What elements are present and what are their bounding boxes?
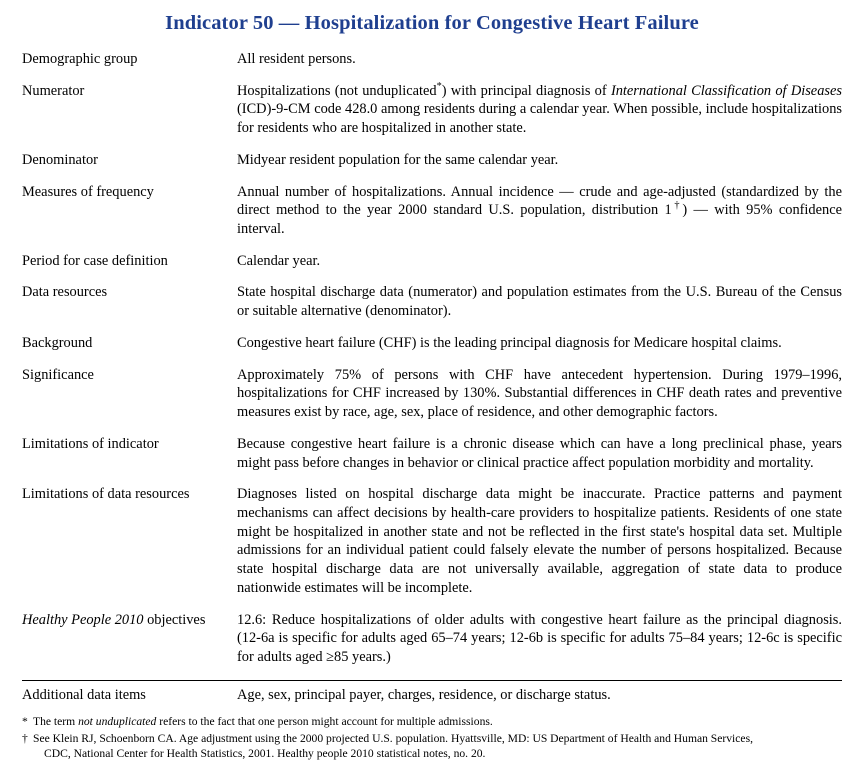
page-title: Indicator 50 — Hospitalization for Congestive Heart Failure [165, 12, 699, 34]
row-label: Data resources [22, 284, 108, 301]
row-value: Congestive heart failure (CHF) is the leading principal diagnosis for Medicare hospital claims. [237, 334, 782, 351]
footnote-marker: * [22, 715, 28, 729]
footnote-text [33, 731, 842, 762]
row-value: 12.6: Reduce hospitalizations of older adults with congestive heart failure as the principal diagnosis. (12-6a is specific for adults aged 65–74 years; 12-6b is specific for adults 75–84 years; 12-6c is specific for adults aged ≥85 years.) [237, 611, 842, 665]
row-label: Limitations of indicator [22, 435, 159, 452]
footnote-text-line1: See Klein RJ, Schoenborn CA. Age adjustment using the 2000 projected U.S. population. Hyattsville, MD: US Department of Health and Human Services, [33, 731, 753, 745]
table-row [22, 435, 842, 485]
footnote-text [33, 714, 842, 729]
table-row [22, 485, 842, 610]
table-row [22, 283, 842, 333]
row-value: Age, sex, principal payer, charges, residence, or discharge status. [237, 680, 842, 707]
table-row [22, 151, 842, 183]
row-value: State hospital discharge data (numerator) and population estimates from the U.S. Bureau of the Census or suitable alternative (denominator). [237, 284, 842, 320]
footnote-text-before: The term [33, 715, 79, 729]
row-value: Annual number of hospitalizations. Annual incidence — crude and age-adjusted (standardized by the direct method to the year 2000 standard U.S. population, distribution 1†) — with 95% confidence interval. [237, 183, 842, 238]
table-row [22, 82, 842, 151]
row-value: Approximately 75% of persons with CHF have antecedent hypertension. During 1979–1996, hospitalizations for CHF increased by 130%. Substantial differences in CHF death rates and preventive measures exist by race, age, sex, place of residence, and other demographic factors. [237, 366, 842, 421]
row-label [22, 611, 237, 681]
footnote-text-italic: not unduplicated [78, 715, 157, 729]
footnote-marker: † [22, 731, 28, 745]
row-label: Period for case definition [22, 252, 168, 269]
table-row [22, 611, 842, 681]
row-label: Significance [22, 366, 94, 383]
document-page [0, 12, 864, 781]
table-row [22, 680, 842, 707]
footnotes [22, 714, 842, 761]
row-label: Background [22, 334, 93, 351]
row-value: Hospitalizations (not unduplicated*) with principal diagnosis of International Classification of Diseases (ICD)-9-CM code 428.0 among residents during a calendar year. When possible, include hospitalizations for residents who are hospitalized in another state. [237, 80, 842, 137]
footnote-text-line2: CDC, National Center for Health Statistics, 2001. Healthy people 2010 statistical notes, no. 20. [44, 747, 486, 760]
row-label: Limitations of data resources [22, 486, 190, 503]
table-row [22, 252, 842, 284]
row-label: Additional data items [22, 680, 237, 707]
row-label: Denominator [22, 151, 98, 168]
indicator-table [22, 50, 842, 707]
row-label: Demographic group [22, 51, 138, 67]
footnote-asterisk [22, 714, 842, 729]
row-value: All resident persons. [237, 51, 356, 67]
row-label: Numerator [22, 82, 85, 99]
table-row [22, 334, 842, 366]
footnote-text-after: refers to the fact that one person might account for multiple admissions. [156, 715, 493, 729]
row-value: Because congestive heart failure is a chronic disease which can have a long preclinical phase, years might pass before changes in behavior or clinical practice affect population morbidity and mortality. [237, 435, 842, 471]
row-label: Measures of frequency [22, 183, 154, 200]
row-label-plain: objectives [143, 611, 206, 628]
footnote-dagger [22, 731, 842, 762]
row-value: Diagnoses listed on hospital discharge data might be inaccurate. Practice patterns and payment mechanisms can affect decisions by health-care providers to hospitalize patients. Residents of one state might be hospitalized in another state and not be reflected in the first state's hospital data set. Multiple admissions for an individual patient could falsely elevate the number of persons hospitalized. Because state hospital discharge data are not universally available, aggregation of state data to produce nationwide estimates will be incomplete. [237, 486, 842, 596]
row-value: Midyear resident population for the same calendar year. [237, 151, 559, 168]
table-row [22, 50, 842, 82]
row-value: Calendar year. [237, 252, 321, 269]
table-row [22, 183, 842, 252]
table-row [22, 366, 842, 435]
row-label-italic: Healthy People 2010 [22, 611, 144, 628]
